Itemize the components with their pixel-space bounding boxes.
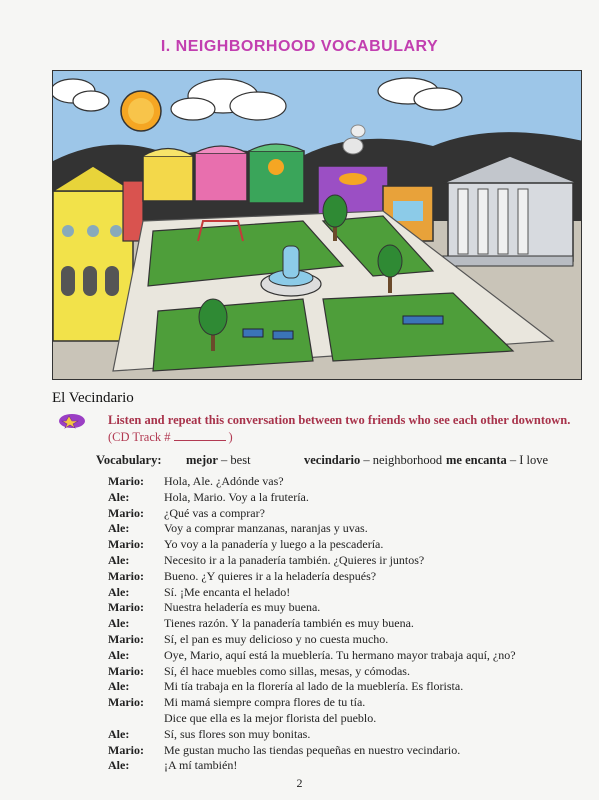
speaker: Ale: bbox=[108, 552, 130, 567]
dialogue-line bbox=[108, 727, 588, 743]
line-text: Hola, Ale. ¿Adónde vas? bbox=[164, 474, 284, 488]
dialogue-line bbox=[108, 664, 588, 680]
line-text: Sí, él hace muebles como sillas, mesas, y cómodas. bbox=[164, 663, 410, 678]
page-title: I. NEIGHBORHOOD VOCABULARY bbox=[160, 38, 439, 55]
line-text: ¿Qué vas a comprar? bbox=[164, 505, 265, 520]
line-text: Yo voy a la panadería y luego a la pescadería. bbox=[164, 537, 384, 552]
line-text: Tienes razón. Y la panadería también es muy buena. bbox=[164, 616, 414, 631]
neighborhood-illustration bbox=[52, 70, 582, 380]
speaker: Mario: bbox=[108, 631, 144, 646]
speaker: Mario: bbox=[108, 505, 144, 520]
yellow-building bbox=[53, 166, 133, 341]
line-text: Sí, sus flores son muy bonitas. bbox=[164, 726, 311, 741]
dialogue-line bbox=[108, 711, 588, 727]
line-text: Hola, Mario. Voy a la frutería. bbox=[164, 489, 309, 504]
cd-track-label: (CD Track # bbox=[108, 430, 171, 444]
line-text: ¡A mí también! bbox=[164, 758, 238, 773]
dialogue bbox=[108, 474, 588, 774]
speaker: Ale: bbox=[108, 489, 130, 504]
dialogue-line bbox=[108, 521, 588, 537]
speaker: Ale: bbox=[108, 679, 130, 694]
headphone-star-icon bbox=[58, 413, 86, 429]
speaker: Ale: bbox=[108, 584, 130, 599]
speaker: Mario: bbox=[108, 474, 144, 488]
line-text: Me gustan mucho las tiendas pequeñas en nuestro vecindario. bbox=[164, 742, 461, 757]
dialogue-line bbox=[108, 553, 588, 569]
line-text: Necesito ir a la panadería también. ¿Quieres ir juntos? bbox=[164, 552, 425, 567]
line-text: Voy a comprar manzanas, naranjas y uvas. bbox=[164, 521, 368, 536]
line-text: Sí. ¡Me encanta el helado! bbox=[164, 584, 291, 599]
line-text: Dice que ella es la mejor florista del pueblo. bbox=[164, 710, 377, 725]
vocab-item-mejor: mejor – best bbox=[186, 453, 251, 467]
instructions-text: Listen and repeat this conversation between two friends who see each other downtown. bbox=[108, 413, 571, 427]
cd-track-line bbox=[108, 429, 233, 445]
dialogue-line bbox=[108, 679, 588, 695]
line-text: Oye, Mario, aquí está la mueblería. Tu hermano mayor trabaja aquí, ¿no? bbox=[164, 647, 516, 662]
dialogue-line bbox=[108, 600, 588, 616]
section-heading: El Vecindario bbox=[52, 390, 134, 406]
vocab-item-me-encanta: me encanta – I love bbox=[446, 453, 549, 467]
dialogue-line bbox=[108, 743, 588, 759]
dialogue-line bbox=[108, 537, 588, 553]
cd-track-close: ) bbox=[228, 430, 233, 444]
dialogue-line bbox=[108, 648, 588, 664]
line-text: Mi tía trabaja en la florería al lado de la mueblería. Es florista. bbox=[164, 679, 464, 694]
speaker: Ale: bbox=[108, 521, 130, 536]
speaker: Mario: bbox=[108, 600, 144, 615]
line-text: Sí, el pan es muy delicioso y no cuesta mucho. bbox=[164, 631, 389, 646]
vocab-item-vecindario: vecindario – neighborhood bbox=[304, 453, 443, 467]
speaker: Mario: bbox=[108, 663, 144, 678]
line-text: Nuestra heladería es muy buena. bbox=[164, 600, 321, 615]
speaker: Ale: bbox=[108, 616, 130, 631]
dialogue-line bbox=[108, 585, 588, 601]
line-text: Mi mamá siempre compra flores de tu tía. bbox=[164, 695, 366, 710]
speaker: Mario: bbox=[108, 695, 144, 710]
vocabulary-label: Vocabulary: bbox=[96, 453, 162, 467]
page-number: 2 bbox=[296, 776, 303, 790]
cd-track-blank bbox=[174, 429, 226, 441]
speaker: Mario: bbox=[108, 742, 144, 757]
dialogue-line bbox=[108, 758, 588, 774]
dialogue-line bbox=[108, 616, 588, 632]
dialogue-line bbox=[108, 506, 588, 522]
speaker: Mario: bbox=[108, 537, 144, 552]
dialogue-line bbox=[108, 569, 588, 585]
speaker: Ale: bbox=[108, 647, 130, 662]
dialogue-line bbox=[108, 695, 588, 711]
dialogue-line bbox=[108, 490, 588, 506]
speaker: Ale: bbox=[108, 758, 130, 773]
dialogue-line bbox=[108, 474, 588, 490]
speaker: Mario: bbox=[108, 568, 144, 583]
dialogue-line bbox=[108, 632, 588, 648]
speaker bbox=[108, 711, 164, 727]
speaker: Ale: bbox=[108, 726, 130, 741]
sun-icon bbox=[121, 91, 161, 131]
line-text: Bueno. ¿Y quieres ir a la heladería después? bbox=[164, 568, 377, 583]
